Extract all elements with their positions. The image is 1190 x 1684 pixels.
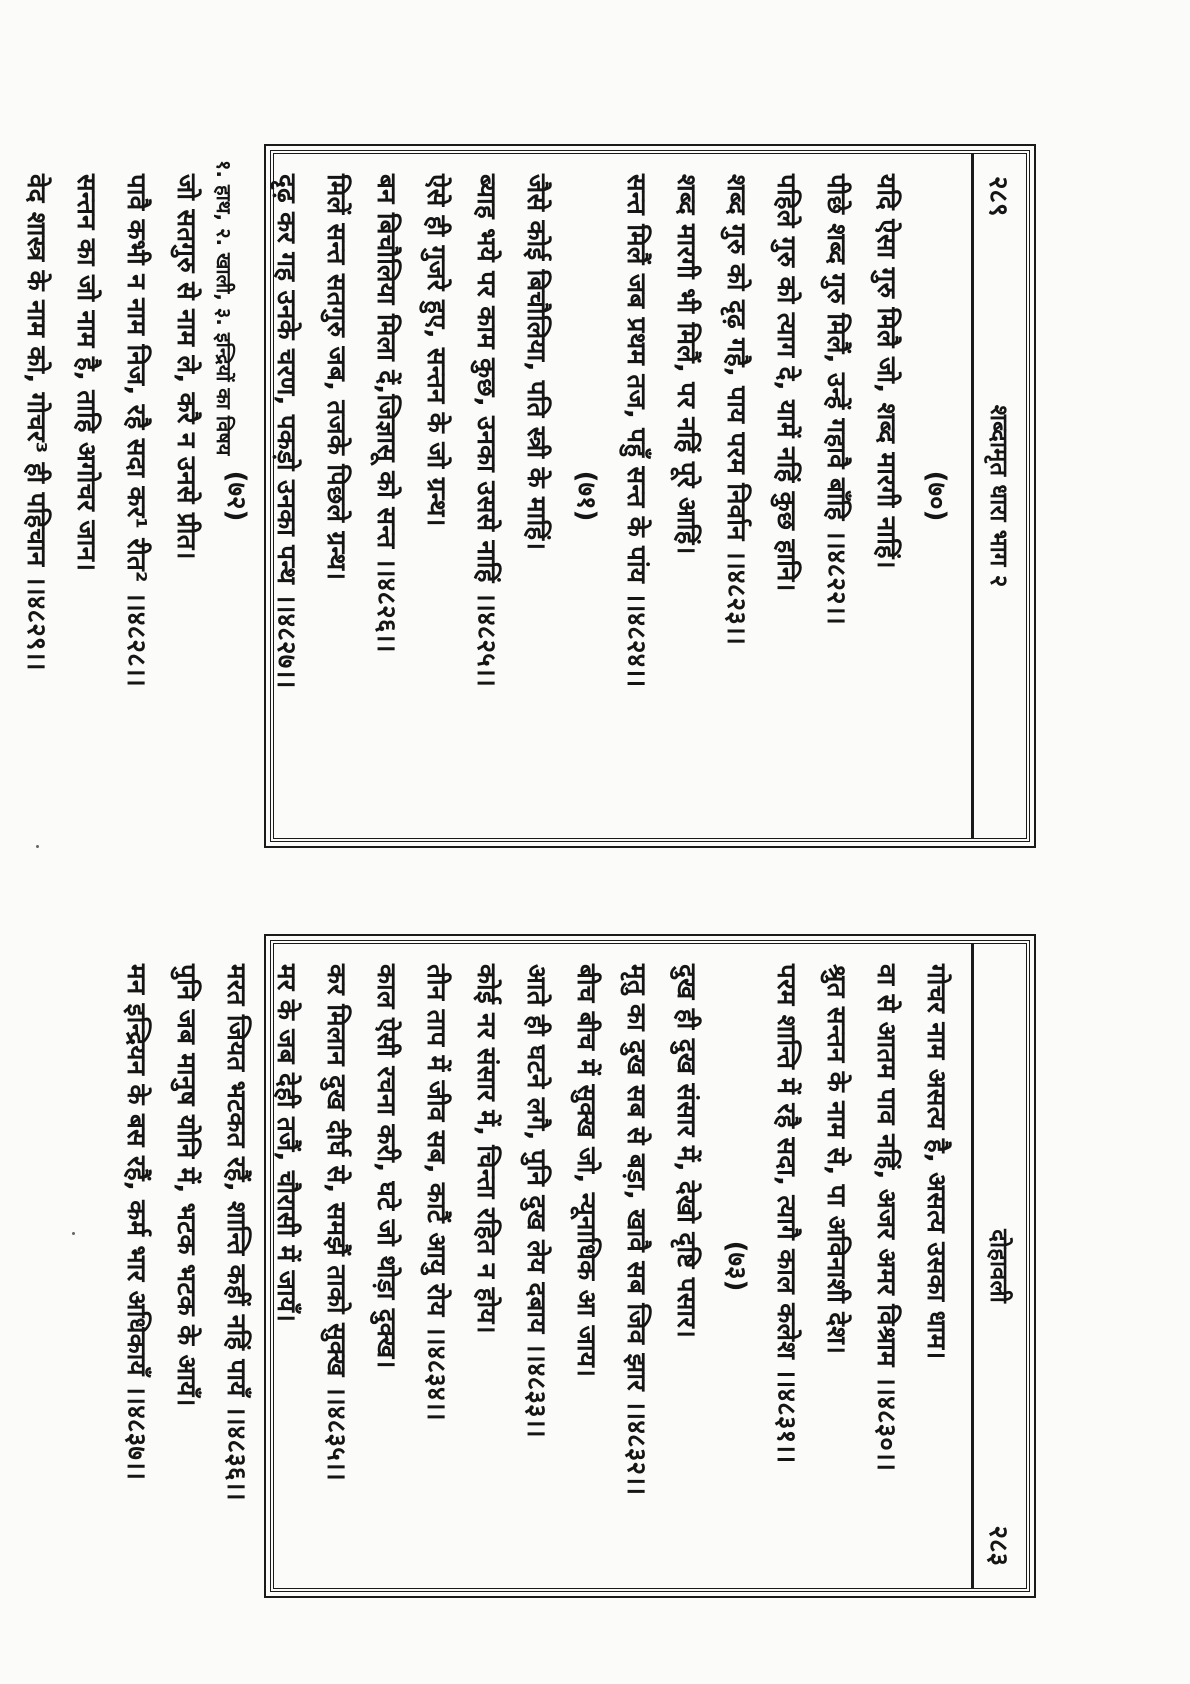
scan-speck <box>36 845 39 848</box>
verse-line: यदि ऐसा गुरु मिलै जो, शब्द मारगी नाहिं। <box>871 174 901 569</box>
right-running-head <box>971 944 1026 1588</box>
verse-line: पहिले गुरु को त्याग दे, यामें नहिं कुछ हानि। <box>771 174 801 592</box>
section-number: (७३) <box>721 1240 751 1292</box>
scanned-spread <box>21 40 1130 1600</box>
right-running-title: दोहावली <box>985 1229 1014 1303</box>
right-page-frame <box>121 940 1030 1592</box>
left-running-head <box>971 154 1026 838</box>
verse-line: ब्याह भये पर काम कुछ, उनका उससे नाहिं ।।४८२५।। <box>471 174 501 688</box>
verse-line: पावै कभी न नाम निज, रहै सदा कर¹ रीत² ।।४८२८।। <box>121 174 151 687</box>
verse-line: परम शान्ति में रहै सदा, त्यागै काल कलेश ।।४८३१।। <box>771 964 801 1464</box>
verse-line: शब्द गुरु को दृढ़ गहै, पाय परम निर्वान ।।४८२३।। <box>721 174 751 646</box>
verse-line: कोई नर संसार में, चिन्ता रहित न होय। <box>471 964 501 1334</box>
right-page-number: २८३ <box>983 1525 1013 1566</box>
verse-line: बन बिचौलिया मिला दें,जिज्ञासू को सन्त ।।४८२६।। <box>371 174 401 653</box>
verse-line: जो सतगुरु से नाम ले, करै न उनसे प्रीत। <box>171 174 201 560</box>
left-running-title: शब्दामृत धारा भाग २ <box>985 404 1014 588</box>
verse-line: काल ऐसी रचना करी, घटे जो थोड़ा दुक्ख। <box>371 964 401 1369</box>
section-number: (७०) <box>921 470 951 522</box>
verse-line: तीन ताप में जीव सब, काटैं आयु रोय ।।४८३४।। <box>421 964 451 1421</box>
left-page-body <box>11 154 971 838</box>
verse-line: श्रुत सन्तन के नाम से, पा अविनाशी देश। <box>821 964 851 1355</box>
verse-line: पीछे शब्द गुरु मिलैं, उन्हें गहावै बाँहि ।।४८२२।। <box>821 174 851 625</box>
verse-line: ऐसे ही गुजरे हुए, सन्तन के जो ग्रन्थ। <box>421 174 451 527</box>
verse-line: मर के जब देही तजैं, चौरासी में जायँ। <box>271 964 301 1323</box>
verse-line: मिलें सन्त सतगुरु जब, तजके पिछले ग्रन्थ। <box>321 174 351 581</box>
left-footnote: १. हाथ, २. खाली, ३. इन्द्रियों का विषय <box>212 160 236 456</box>
scan-speck <box>72 1232 75 1235</box>
verse-line: जैसे कोई बिचौलिया, पति स्त्री के माहिं। <box>521 174 551 551</box>
verse-line: सन्तन का जो नाम है, ताहि अगोचर जान। <box>71 174 101 572</box>
verse-line: आते ही घटने लगै, पुनि दुख लेय दबाय ।।४८३३।। <box>521 964 551 1438</box>
verse-line: कर मिलान दुख दीर्घ से, समझैं ताको सुक्ख ।।४८३५।। <box>321 964 351 1481</box>
right-page-body <box>111 944 971 1588</box>
section-number: (७२) <box>221 470 251 522</box>
left-page-number: २८९ <box>983 176 1013 217</box>
verse-line: दृढ़ कर गह उनके चरण, पकड़ो उनका पन्थ ।।४८२७।। <box>271 174 301 689</box>
verse-line: दुख ही दुख संसार में, देखो दृष्टि पसार। <box>671 964 701 1339</box>
verse-line: मरत जियत भटकत रहैं, शान्ति कहीं नहिं पायँ ।।४८३६।। <box>221 964 251 1501</box>
verse-line: वा से आतम पाव नहिं, अजर अमर विश्राम ।।४८३०।। <box>871 964 901 1472</box>
verse-line: वेद शास्त्र के नाम को, गोचर³ ही पहिचान ।।४८२९।। <box>21 174 51 671</box>
verse-line: शब्द मारगी भी मिलैं, पर नहिं पूरे आहिं। <box>671 174 701 555</box>
section-number: (७१) <box>571 470 601 522</box>
verse-line: सन्त मिलैं जब प्रथम तज, पहुँ सन्त के पांय ।।४८२४।। <box>621 174 651 688</box>
verse-line: बीच बीच में सुक्ख जो, न्यूनाधिक आ जाय। <box>571 964 601 1378</box>
verse-line: पुनि जब मानुष योनि में, भटक भटक के आयँ। <box>171 964 201 1407</box>
verse-line: मृतु का दुख सब से बड़ा, खावै सब जिव झार ।।४८३२।। <box>621 964 651 1496</box>
verse-line: मन इन्द्रियन के बस रहैं, कर्म भार अधिकायँ ।।४८३७।। <box>121 964 151 1481</box>
verse-line: गोचर नाम असत्य है, असत्य उसका धाम। <box>921 964 951 1360</box>
